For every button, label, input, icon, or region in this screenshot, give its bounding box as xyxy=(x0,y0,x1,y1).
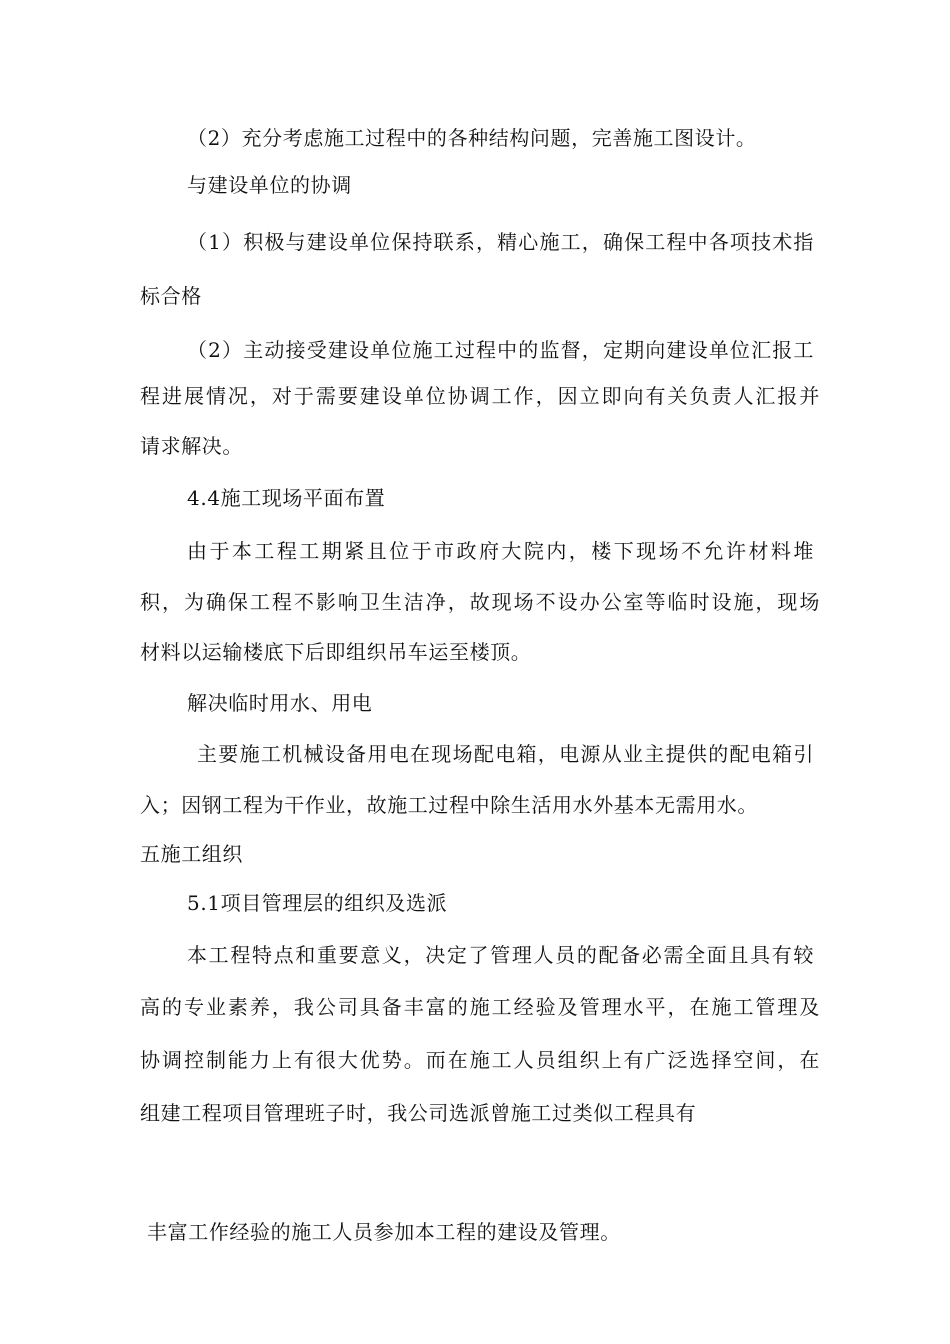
paragraph-line-7: 由于本工程工期紧且位于市政府大院内，楼下现场不允许材料堆 xyxy=(187,539,814,563)
paragraph-line-9: 材料以运输楼底下后即组织吊车运至楼顶。 xyxy=(140,640,532,664)
paragraph-line-14: 协调控制能力上有很大优势。而在施工人员组织上有广泛选择空间，在 xyxy=(140,1048,820,1072)
section-heading-5-1: 5.1项目管理层的组织及选派 xyxy=(187,891,448,915)
paragraph-line-16: 丰富工作经验的施工人员参加本工程的建设及管理。 xyxy=(147,1220,621,1244)
paragraph-line-11: 入；因钢工程为干作业，故施工过程中除生活用水外基本无需用水。 xyxy=(140,793,758,817)
paragraph-line-4: （2）主动接受建设单位施工过程中的监督，定期向建设单位汇报工 xyxy=(187,338,814,362)
paragraph-line-15: 组建工程项目管理班子时，我公司选派曾施工过类似工程具有 xyxy=(140,1101,697,1125)
section-heading-coordination: 与建设单位的协调 xyxy=(187,173,352,197)
paragraph-line-10: 主要施工机械设备用电在现场配电箱，电源从业主提供的配电箱引 xyxy=(197,742,814,766)
paragraph-line-5: 程进展情况，对于需要建设单位协调工作，因立即向有关负责人汇报并 xyxy=(140,384,820,408)
chapter-heading-construction-organization: 五施工组织 xyxy=(140,842,243,866)
paragraph-line-1: （2）充分考虑施工过程中的各种结构问题，完善施工图设计。 xyxy=(187,126,757,150)
paragraph-line-12: 本工程特点和重要意义，决定了管理人员的配备必需全面且具有较 xyxy=(187,943,814,967)
paragraph-line-13: 高的专业素养，我公司具备丰富的施工经验及管理水平，在施工管理及 xyxy=(140,995,820,1019)
paragraph-line-6: 请求解决。 xyxy=(140,434,243,458)
paragraph-line-8: 积，为确保工程不影响卫生洁净，故现场不设办公室等临时设施，现场 xyxy=(140,590,820,614)
section-heading-temp-water-electricity: 解决临时用水、用电 xyxy=(187,691,373,715)
section-heading-4-4: 4.4施工现场平面布置 xyxy=(187,486,386,510)
paragraph-line-2: （1）积极与建设单位保持联系，精心施工，确保工程中各项技术指 xyxy=(187,230,814,254)
paragraph-line-3: 标合格 xyxy=(140,284,202,308)
